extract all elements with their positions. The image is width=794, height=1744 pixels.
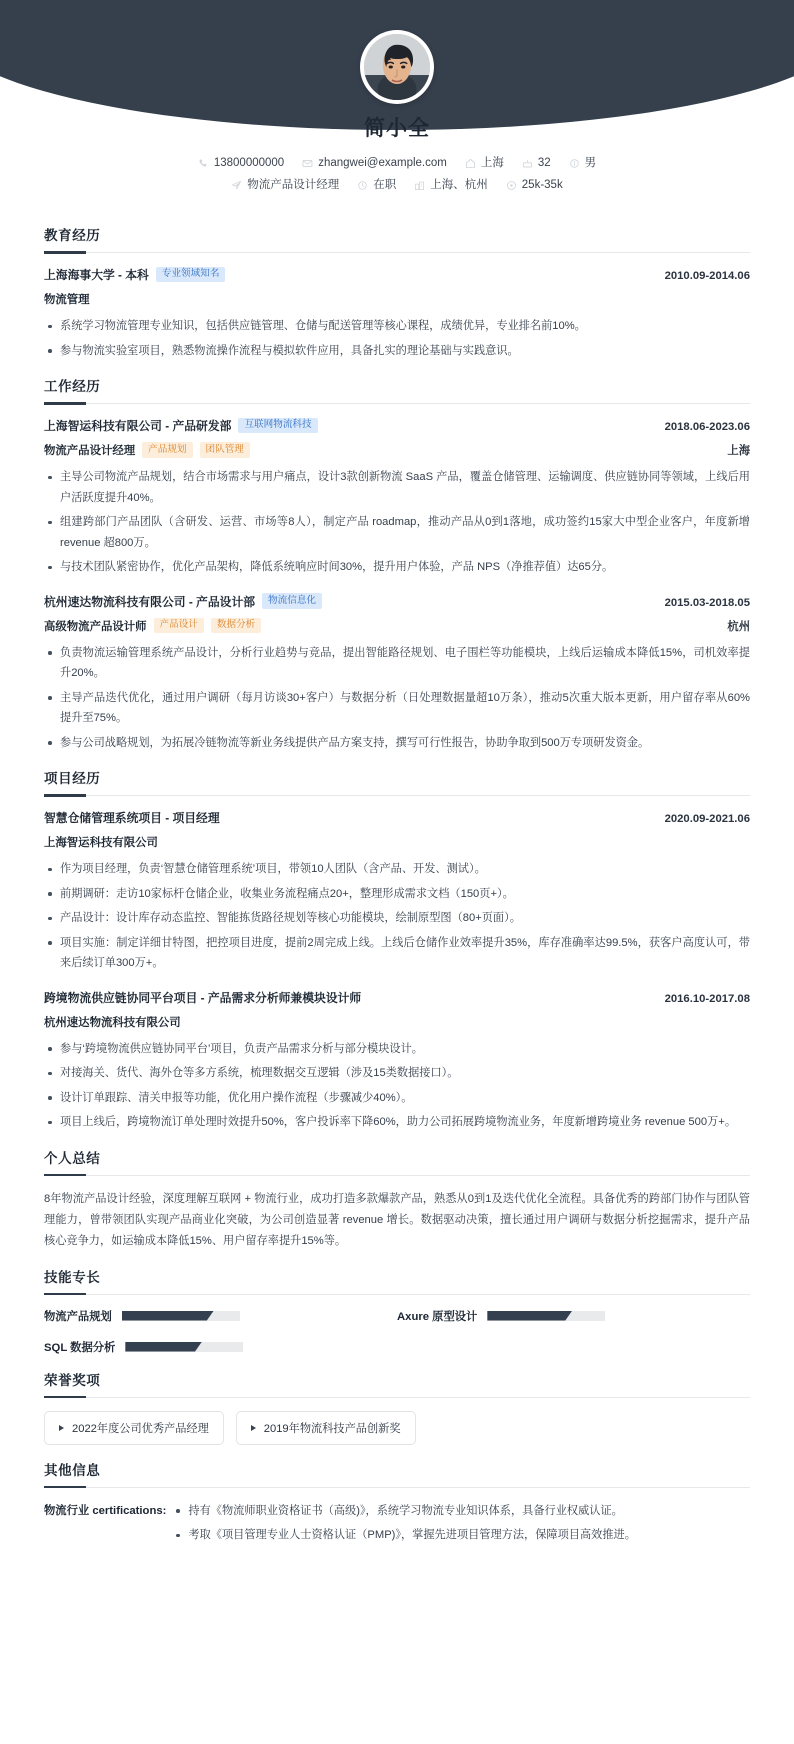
gender-icon bbox=[569, 158, 580, 169]
project-company: 上海智运科技有限公司 bbox=[44, 837, 158, 849]
other-row bbox=[44, 1501, 750, 1550]
list-item: 与技术团队紧密协作，优化产品架构，降低系统响应时间30%，提升用户体验，产品 NPS（净推荐值）达65分。 bbox=[44, 557, 750, 578]
entry-date: 2015.03-2018.05 bbox=[664, 596, 750, 609]
entry-tag: 互联网物流科技 bbox=[238, 418, 317, 434]
entry-tag: 产品规划 bbox=[142, 442, 192, 458]
entry-date: 2020.09-2021.06 bbox=[664, 813, 750, 825]
contact-row-secondary bbox=[0, 174, 794, 196]
skill-progress-bar bbox=[487, 1311, 605, 1321]
section-other bbox=[44, 1459, 750, 1550]
job-title: 物流产品设计经理 bbox=[44, 445, 136, 457]
skill-item bbox=[44, 1308, 397, 1324]
list-item: 主导公司物流产品规划，结合市场需求与用户痛点，设计3款创新物流 SaaS 产品，覆盖仓储管理、运输调度、供应链协同等领域，上线后用户活跃度提升40%。 bbox=[44, 467, 750, 508]
list-item: 主导产品迭代优化，通过用户调研（每月访谈30+客户）与数据分析（日处理数据量超10万条），推动5次重大版本更新，用户留存率从60%提升至75%。 bbox=[44, 688, 750, 729]
section-title: 工作经历 bbox=[44, 379, 101, 394]
entry-bullets bbox=[44, 859, 750, 974]
section-title: 教育经历 bbox=[44, 228, 101, 243]
skill-progress-bar bbox=[125, 1342, 243, 1352]
skills-grid bbox=[44, 1308, 750, 1355]
play-triangle-icon bbox=[59, 1425, 64, 1431]
school-name: 上海海事大学 - 本科 bbox=[44, 268, 149, 282]
list-item: 作为项目经理，负责‘智慧仓储管理系统’项目，带领10人团队（含产品、开发、测试）。 bbox=[44, 859, 750, 880]
entry-subheader bbox=[44, 442, 750, 458]
status-icon bbox=[357, 180, 368, 191]
list-item: 考取《项目管理专业人士资格认证（PMP)》，掌握先进项目管理方法，保障项目高效推进。 bbox=[172, 1525, 750, 1546]
entry-tag: 物流信息化 bbox=[262, 593, 322, 609]
contact-phone-value: 13800000000 bbox=[213, 157, 285, 169]
skill-progress-bar bbox=[122, 1311, 240, 1321]
section-title: 荣誉奖项 bbox=[44, 1372, 101, 1388]
entry-header bbox=[44, 593, 750, 610]
resume-header bbox=[0, 0, 794, 148]
award-label: 2022年度公司优秀产品经理 bbox=[72, 1422, 209, 1435]
entry-header bbox=[44, 989, 750, 1006]
summary-text: 8年物流产品设计经验，深度理解互联网 + 物流行业，成功打造多款爆款产品，熟悉从0到1及迭代优化全流程。具备优秀的跨部门协作与团队管理能力，曾带领团队实现产品商业化突破，为公司创造显著 revenue 增长。数据驱动决策，擅长通过用户调研与数据分析挖掘需求，提升产品核心竞争力，如运输成本降低15%、用户留存率提升15%等。 bbox=[44, 1192, 750, 1247]
skill-progress-fill bbox=[487, 1311, 572, 1321]
list-item: 持有《物流师职业资格证书（高级)》，系统学习物流专业知识体系，具备行业权威认证。 bbox=[172, 1501, 750, 1522]
entry-bullets bbox=[44, 1039, 750, 1133]
section-header bbox=[44, 1369, 750, 1398]
contact-salary-value: 25k-35k bbox=[521, 179, 563, 191]
contact-job-status-value: 在职 bbox=[373, 179, 397, 191]
section-summary bbox=[44, 1147, 750, 1252]
skill-item bbox=[397, 1308, 750, 1324]
contact-job-status bbox=[357, 174, 396, 196]
mail-icon bbox=[302, 158, 313, 169]
award-item[interactable] bbox=[44, 1411, 224, 1445]
contact-block bbox=[0, 148, 794, 210]
list-item: 参与‘跨境物流供应链协同平台’项目，负责产品需求分析与部分模块设计。 bbox=[44, 1039, 750, 1060]
entry-bullets bbox=[44, 643, 750, 754]
portrait-photo-icon bbox=[364, 34, 430, 100]
award-label: 2019年物流科技产品创新奖 bbox=[263, 1422, 401, 1435]
section-title: 技能专长 bbox=[44, 1269, 101, 1285]
list-item: 项目上线后，跨境物流订单处理时效提升50%，客户投诉率下降60%，助力公司拓展跨境物流业务，年度新增跨境业务 revenue 500万+。 bbox=[44, 1112, 750, 1133]
phone-icon bbox=[198, 158, 209, 169]
skill-label: 物流产品规划 bbox=[44, 1310, 112, 1323]
resume-body bbox=[0, 224, 794, 1576]
contact-target-city bbox=[414, 174, 488, 196]
list-item: 参与物流实验室项目，熟悉物流操作流程与模拟软件应用，具备扎实的理论基础与实践意识。 bbox=[44, 341, 750, 362]
project-entry bbox=[44, 809, 750, 974]
contact-email bbox=[302, 152, 447, 174]
entry-left bbox=[44, 618, 261, 634]
skill-progress-fill bbox=[125, 1342, 202, 1352]
section-header bbox=[44, 1266, 750, 1295]
entry-date: 2018.06-2023.06 bbox=[664, 421, 750, 433]
list-item: 设计订单跟踪、清关申报等功能，优化用户操作流程（步骤减少40%）。 bbox=[44, 1088, 750, 1109]
entry-tag: 数据分析 bbox=[211, 618, 261, 634]
contact-salary bbox=[506, 174, 563, 196]
section-work bbox=[44, 375, 750, 753]
education-entry bbox=[44, 266, 750, 361]
entry-header bbox=[44, 809, 750, 826]
entry-subheader bbox=[44, 618, 750, 634]
entry-left bbox=[44, 809, 220, 826]
list-item: 对接海关、货代、海外仓等多方系统，梳理数据交互逻辑（涉及15类数据接口）。 bbox=[44, 1063, 750, 1084]
section-header bbox=[44, 767, 750, 796]
section-education bbox=[44, 224, 750, 361]
project-name: 智慧仓储管理系统项目 - 项目经理 bbox=[44, 811, 220, 825]
certifications-label: 物流行业 certifications: bbox=[44, 1504, 167, 1517]
entry-tag: 专业领域知名 bbox=[156, 267, 226, 283]
section-header bbox=[44, 375, 750, 404]
entry-date: 2016.10-2017.08 bbox=[664, 992, 750, 1005]
entry-left bbox=[44, 989, 361, 1006]
avatar bbox=[360, 30, 434, 104]
job-title: 高级物流产品设计师 bbox=[44, 620, 147, 633]
awards-list bbox=[44, 1411, 750, 1445]
list-item: 参与公司战略规划，为拓展冷链物流等新业务线提供产品方案支持，撰写可行性报告，协助争取到500万专项研发资金。 bbox=[44, 733, 750, 754]
contact-gender bbox=[569, 152, 597, 174]
entry-left bbox=[44, 266, 225, 283]
home-icon bbox=[465, 158, 476, 169]
skill-label: Axure 原型设计 bbox=[397, 1310, 478, 1323]
list-item: 组建跨部门产品团队（含研发、运营、市场等8人），制定产品 roadmap，推动产品从0到1落地，成功签约15家大中型企业客户，年度新增 revenue 超800万。 bbox=[44, 512, 750, 553]
entry-location: 上海 bbox=[727, 445, 750, 457]
entry-bullets bbox=[44, 316, 750, 361]
entry-tag: 团队管理 bbox=[200, 442, 250, 458]
entry-header bbox=[44, 417, 750, 434]
project-entry bbox=[44, 989, 750, 1133]
contact-target-position-value: 物流产品设计经理 bbox=[247, 179, 340, 191]
list-item: 前期调研：走访10家标杆仓储企业，收集业务流程痛点20+，整理形成需求文档（150页+）。 bbox=[44, 884, 750, 905]
entry-tag: 产品设计 bbox=[154, 618, 204, 634]
contact-target-position bbox=[231, 174, 339, 196]
contact-age bbox=[522, 152, 551, 174]
section-header bbox=[44, 1147, 750, 1176]
project-name: 跨境物流供应链协同平台项目 - 产品需求分析师兼模块设计师 bbox=[44, 990, 362, 1005]
work-entry bbox=[44, 593, 750, 754]
contact-row-primary bbox=[0, 152, 794, 174]
work-entry bbox=[44, 417, 750, 578]
section-projects bbox=[44, 767, 750, 1133]
company-name: 杭州速达物流科技有限公司 - 产品设计部 bbox=[44, 594, 256, 609]
company-name: 上海智运科技有限公司 - 产品研发部 bbox=[44, 419, 232, 433]
section-header bbox=[44, 224, 750, 253]
list-item: 负责物流运输管理系统产品设计，分析行业趋势与竞品，提出智能路径规划、电子围栏等功能模块，上线后运输成本降低15%，司机效率提升20%。 bbox=[44, 643, 750, 684]
coin-icon bbox=[506, 180, 517, 191]
section-title: 项目经历 bbox=[44, 771, 101, 786]
cake-icon bbox=[522, 158, 533, 169]
section-awards bbox=[44, 1369, 750, 1445]
city-icon bbox=[414, 180, 425, 191]
contact-gender-value: 男 bbox=[584, 157, 597, 169]
contact-location bbox=[465, 152, 504, 174]
list-item: 项目实施：制定详细甘特图，把控项目进度，提前2周完成上线。上线后仓储作业效率提升35%，库存准确率达99.5%，获客户高度认可，带来后续订单300万+。 bbox=[44, 933, 750, 974]
skill-item bbox=[44, 1339, 397, 1355]
award-item[interactable] bbox=[236, 1411, 416, 1445]
section-title: 个人总结 bbox=[44, 1150, 101, 1166]
section-header bbox=[44, 1459, 750, 1488]
section-skills bbox=[44, 1266, 750, 1355]
contact-target-city-value: 上海、杭州 bbox=[430, 179, 488, 191]
entry-left bbox=[44, 417, 318, 434]
skill-progress-fill bbox=[122, 1311, 214, 1321]
contact-email-value: zhangwei@example.com bbox=[318, 157, 447, 169]
entry-header bbox=[44, 266, 750, 283]
entry-location: 杭州 bbox=[727, 620, 750, 633]
paper-plane-icon bbox=[231, 180, 242, 191]
entry-bullets bbox=[44, 467, 750, 578]
entry-date: 2010.09-2014.06 bbox=[664, 270, 750, 282]
contact-location-value: 上海 bbox=[480, 157, 504, 169]
contact-phone bbox=[198, 152, 284, 174]
play-triangle-icon bbox=[251, 1425, 256, 1431]
project-company: 杭州速达物流科技有限公司 bbox=[44, 1016, 181, 1029]
entry-left bbox=[44, 442, 250, 458]
certifications-list bbox=[172, 1501, 750, 1550]
entry-left bbox=[44, 593, 322, 610]
skill-label: SQL 数据分析 bbox=[44, 1341, 116, 1354]
contact-age-value: 32 bbox=[537, 157, 551, 169]
page-title: 简小全 bbox=[364, 117, 430, 140]
list-item: 产品设计：设计库存动态监控、智能拣货路径规划等核心功能模块，绘制原型图（80+页面）。 bbox=[44, 908, 750, 929]
section-title: 其他信息 bbox=[44, 1462, 101, 1478]
list-item: 系统学习物流管理专业知识，包括供应链管理、仓储与配送管理等核心课程，成绩优异，专业排名前10%。 bbox=[44, 316, 750, 337]
major-name: 物流管理 bbox=[44, 294, 90, 306]
